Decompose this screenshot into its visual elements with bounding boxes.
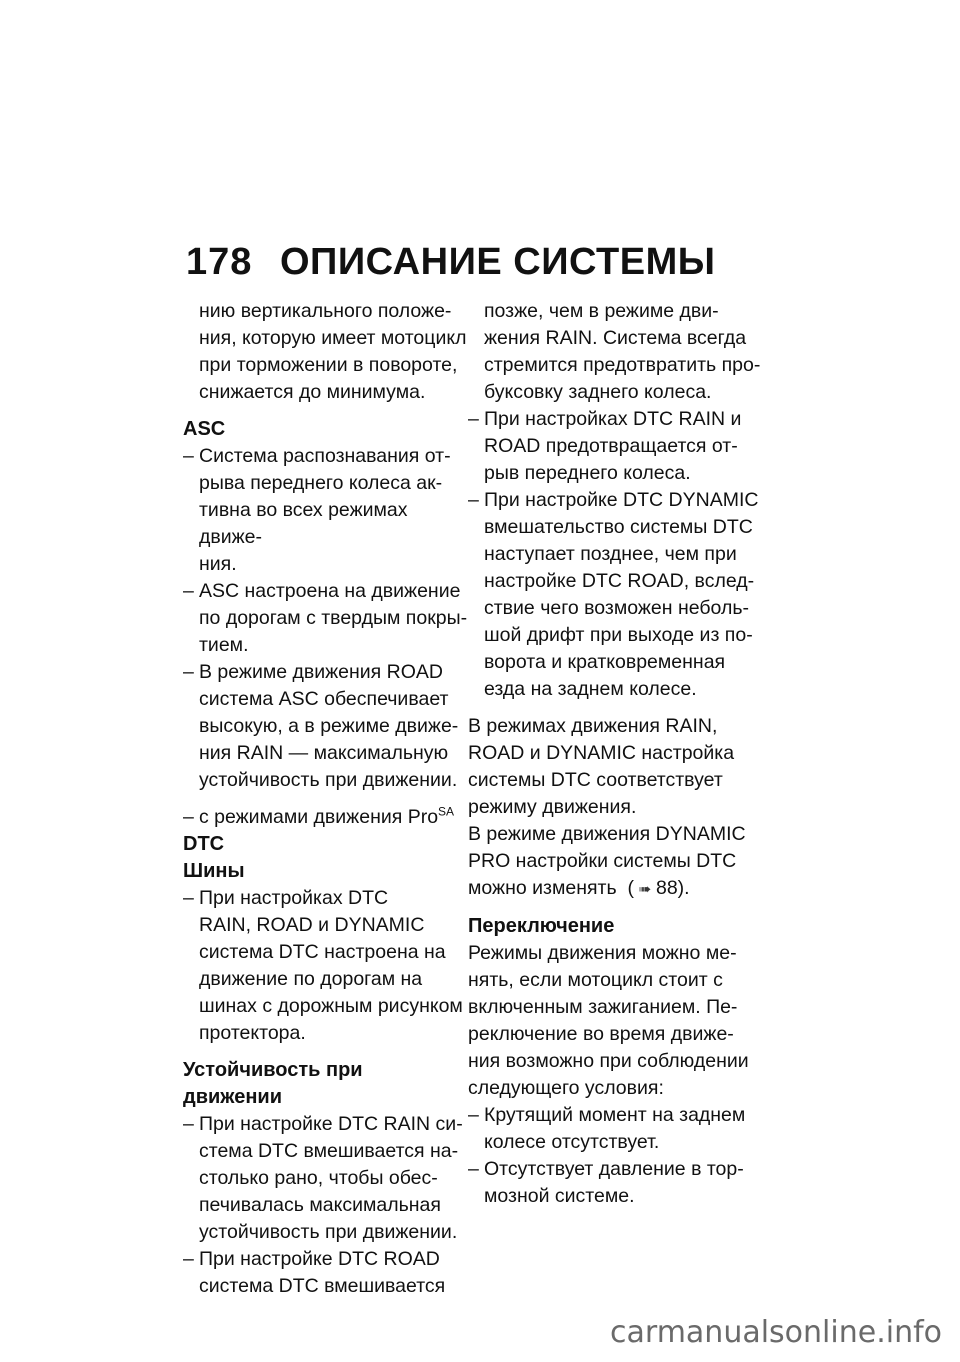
list-item — [183, 578, 473, 659]
text-line: В режимах движения RAIN, — [468, 715, 718, 737]
text-line: система DTC вмешивается — [199, 1275, 446, 1297]
text-line: режиму движения. — [468, 796, 637, 818]
right-column — [468, 298, 768, 1210]
text-line: протектора. — [199, 1022, 306, 1044]
dtc-heading: DTC — [183, 833, 225, 855]
list-item — [468, 1102, 768, 1156]
page-number: 178 — [186, 241, 253, 283]
text-line: – При настройке DTC RAIN си- — [199, 1113, 463, 1135]
stability-heading-cont — [183, 1084, 473, 1111]
text-line: нять, если мотоцикл стоит с — [468, 969, 723, 991]
text-line: ния возможно при соблюдении — [468, 1050, 749, 1072]
text-line: буксовку заднего колеса. — [484, 381, 712, 403]
text-line: можно изменять — [468, 877, 617, 899]
text-line: – Крутящий момент на заднем — [484, 1104, 746, 1126]
text-line: ния. — [199, 553, 237, 575]
text-line: RAIN, ROAD и DYNAMIC — [199, 914, 425, 936]
text-line: – При настройке DTC ROAD — [199, 1248, 440, 1270]
modes-paragraph — [468, 713, 768, 821]
text-line: стема DTC вмешивается на- — [199, 1140, 459, 1162]
text-line: позже, чем в режиме дви- — [484, 300, 719, 322]
text-line: езда на заднем колесе. — [484, 678, 697, 700]
text-line: ствие чего возможен неболь- — [484, 597, 749, 619]
stability-heading — [183, 1057, 473, 1084]
asc-heading: ASC — [183, 418, 226, 440]
text-line: ROAD предотвращается от- — [484, 435, 738, 457]
text-line: тивна во всех режимах движе- — [199, 499, 408, 548]
text-line: движение по дорогам на — [199, 968, 423, 990]
text-line: движении — [183, 1086, 282, 1108]
text-line: устойчивость при движении. — [199, 1221, 458, 1243]
text-line: ROAD и DYNAMIC настройка — [468, 742, 735, 764]
text-line: следующего условия: — [468, 1077, 664, 1099]
text-line: Режимы движения можно ме- — [468, 942, 737, 964]
list-item — [183, 1246, 473, 1300]
text-line: система DTC настроена на — [199, 941, 446, 963]
pro-modes-line — [183, 804, 473, 831]
text-line: ворота и кратковременная — [484, 651, 726, 673]
chapter-title: ОПИСАНИЕ СИСТЕМЫ — [280, 241, 716, 283]
left-column — [183, 298, 473, 1300]
dynamic-pro-paragraph — [468, 821, 768, 903]
text-line: колесе отсутствует. — [484, 1131, 660, 1153]
text-line: PRO настройки системы DTC — [468, 850, 737, 872]
text-line: шой дрифт при выходе из по- — [484, 624, 753, 646]
text-line: шинах с дорожным рисунком — [199, 995, 463, 1017]
text-line: мозной системе. — [484, 1185, 635, 1207]
text-line: по дорогам с твердым покры- — [199, 607, 468, 629]
text-line: рыв переднего колеса. — [484, 462, 691, 484]
page-reference-arrow-icon: ➠ — [638, 881, 652, 898]
text-line: – При настройке DTC DYNAMIC — [484, 489, 759, 511]
text-line: – ASC настроена на движение — [199, 580, 461, 602]
text-line: нию вертикального положе- — [199, 300, 452, 322]
text-line: ния RAIN — максимальную — [199, 742, 449, 764]
text-line: включенным зажиганием. Пе- — [468, 996, 738, 1018]
text-line: тием. — [199, 634, 249, 656]
sa-superscript: SA — [438, 804, 455, 819]
list-item — [183, 443, 473, 578]
text-line: можно изменять ( ➠ 88). — [468, 875, 768, 903]
text-line: – В режиме движения ROAD — [199, 661, 443, 683]
text-line: столько рано, чтобы обес- — [199, 1167, 438, 1189]
switch-heading: Переключение — [468, 915, 615, 937]
text-line: – При настройках DTC RAIN и — [484, 408, 742, 430]
continued-paragraph — [468, 298, 768, 406]
tires-heading: Шины — [183, 860, 245, 882]
text-line: реключение во время движе- — [468, 1023, 734, 1045]
text-line: – При настройках DTC — [199, 887, 389, 909]
list-item — [183, 885, 473, 1047]
watermark: carmanualsonline.info — [610, 1315, 942, 1350]
text-line: снижается до минимума. — [199, 381, 426, 403]
text-line: – Отсутствует давление в тор- — [484, 1158, 744, 1180]
list-item — [183, 1111, 473, 1246]
text-line: с режимами движения Pro — [199, 806, 439, 828]
text-line: стремится предотвратить про- — [484, 354, 761, 376]
list-item — [468, 487, 768, 703]
list-item — [468, 406, 768, 487]
page-header — [186, 241, 716, 284]
text-line: вмешательство системы DTC — [484, 516, 753, 538]
text-line: системы DTC соответствует — [468, 769, 723, 791]
text-line: печивалась максимальная — [199, 1194, 441, 1216]
text-line: система ASC обеспечивает — [199, 688, 449, 710]
list-item — [183, 659, 473, 794]
text-line: настройке DTC ROAD, вслед- — [484, 570, 755, 592]
text-line: высокую, а в режиме движе- — [199, 715, 459, 737]
list-item — [468, 1156, 768, 1210]
switch-paragraph — [468, 940, 768, 1102]
text-line: устойчивость при движении. — [199, 769, 458, 791]
text-line: Устойчивость при — [183, 1059, 363, 1081]
text-line: наступает позднее, чем при — [484, 543, 737, 565]
text-line: В режиме движения DYNAMIC — [468, 823, 746, 845]
text-line: – Система распознавания от- — [199, 445, 451, 467]
text-line: при торможении в повороте, — [199, 354, 458, 376]
text-line: ния, которую имеет мотоцикл — [199, 327, 467, 349]
text-line: рыва переднего колеса ак- — [199, 472, 443, 494]
text-line: жения RAIN. Система всегда — [484, 327, 747, 349]
page-reference-link[interactable]: 88). — [655, 877, 690, 899]
intro-paragraph — [183, 298, 473, 406]
